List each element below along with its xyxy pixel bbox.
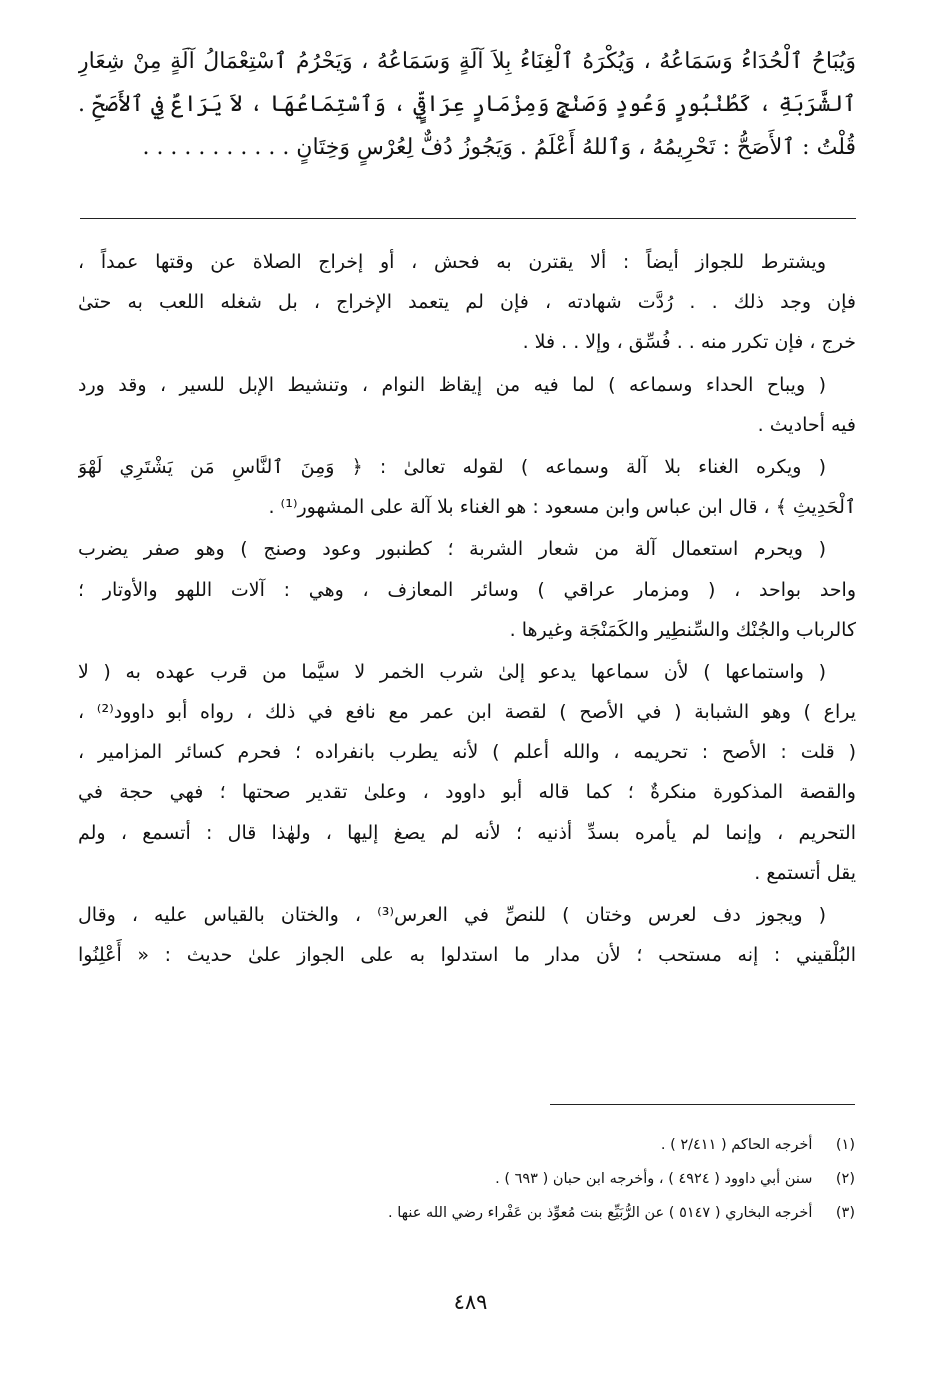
matn-line: ٱلشَّرَبَةِ ، كَطُنْبُورٍ وَعُودٍ وَصَنْجٍ وَمِزْمَارٍ عِرَاقِيٍّ ، وَٱسْتِمَاعُهَا ، لاَ يَرَاعٌ فِي ٱلأَصَحِّ . (78, 92, 856, 117)
footnote-number: (٣) (835, 1205, 855, 1221)
commentary-line: ( ويحرم استعمال آلة من شعار الشربة ؛ كطنبور وعود وصنج ) وهو صفر يضرب (78, 538, 826, 561)
commentary-paragraph (78, 895, 856, 975)
commentary-line: يراع ) وهو الشبابة ( في الأصح ) لقصة ابن عمر مع نافع في ذلك ، رواه أبو داوود⁽²⁾ ، (78, 701, 856, 724)
commentary-line: كالرباب والجُنْك والسِّنطِير والكَمَنْجَة وغيرها . (509, 618, 856, 641)
commentary-line: ( ويباح الحداء وسماعه ) لما فيه من إيقاظ النوام ، وتنشيط الإبل للسير ، وقد ورد (78, 373, 826, 396)
footnote-number: (١) (835, 1137, 855, 1153)
commentary-line: البُلْقيني : إنه مستحب ؛ لأن مدار ما استدلوا به على الجواز علىٰ حديث : « أَعْلِنُوا (78, 944, 856, 967)
commentary-line: فإن وجد ذلك . . رُدَّت شهادته ، فإن لم يتعمد الإخراج ، بل شغله اللعب به حتىٰ (78, 291, 856, 314)
commentary-paragraph (78, 242, 856, 363)
footnote (155, 1162, 855, 1196)
commentary-line: واحد بواحد ، ( ومزمار عراقي ) وسائر المعازف ، وهي : آلات اللهو والأوتار ؛ (78, 578, 856, 601)
matn-text (78, 40, 856, 169)
commentary-line: ( واستماعها ) لأن سماعها يدعو إلىٰ شرب الخمر لا سيَّما من قرب عهده به ( لا (78, 660, 826, 683)
commentary-line: خرج ، فإن تكرر منه . . فُسِّق ، وإلا . . فلا . (522, 331, 856, 354)
commentary-line: ( ويجوز دف لعرس وختان ) للنصِّ في العرس⁽³⁾ ، والختان بالقياس عليه ، وقال (78, 904, 826, 926)
matn-line: قُلْتُ : ٱلأَصَحُّ : تَحْرِيمُهُ ، وَٱللهُ أَعْلَمُ . وَيَجُوزُ دُفٌّ لِعُرْسٍ وَخِتَانٍ . . . . . . . . . . . (142, 135, 856, 160)
commentary-paragraph (78, 652, 856, 893)
matn-line: وَيُبَاحُ ٱلْحُدَاءُ وَسَمَاعُهُ ، وَيُكْرَهُ ٱلْغِنَاءُ بِلاَ آلَةٍ وَسَمَاعُهُ ، وَيَحْرُمُ ٱسْتِعْمَالُ آلَةٍ مِنْ شِعَارِ (78, 49, 856, 74)
footnote (155, 1196, 855, 1230)
footnote-text: أخرجه الحاكم ( ٢/٤١١ ) . (660, 1137, 813, 1153)
footnote-divider (550, 1104, 855, 1105)
commentary-line: يقل أتستمع . (754, 861, 856, 884)
commentary-line: فيه أحاديث . (757, 413, 856, 436)
commentary-line: التحريم ، وإنما لم يأمره بسدِّ أذنيه ؛ لأنه لم يصغ إليها ، ولهٰذا قال : أتسمع ، ولم (78, 821, 856, 844)
commentary-paragraph (78, 447, 856, 527)
matn-divider (80, 218, 856, 219)
commentary-line: والقصة المذكورة منكرةٌ ؛ كما قاله أبو داوود ، وعلىٰ تقدير صحتها ؛ فهي حجة في (78, 781, 856, 804)
commentary-paragraph (78, 365, 856, 445)
footnotes (155, 1128, 855, 1230)
commentary-text (78, 242, 856, 977)
commentary-line: ( قلت : الأصح : تحريمه ، والله أعلم ) لأنه يطرب بانفراده ؛ فحرم كسائر المزامير ، (78, 741, 856, 764)
footnote-number: (٢) (835, 1171, 855, 1187)
page-number: ٤٨٩ (453, 1290, 488, 1314)
commentary-line: ويشترط للجواز أيضاً : ألا يقترن به فحش ، أو إخراج الصلاة عن وقتها عمداً ، (78, 251, 826, 273)
commentary-paragraph (78, 529, 856, 650)
footnote (155, 1128, 855, 1162)
footnote-text: أخرجه البخاري ( ٥١٤٧ ) عن الرُّبَيِّع بنت مُعوِّذ بن عَفْراء رضي الله عنها . (388, 1205, 813, 1221)
footnote-text: سنن أبي داوود ( ٤٩٢٤ ) ، وأخرجه ابن حبان ( ٦٩٣ ) . (495, 1171, 813, 1187)
commentary-line: ( ويكره الغناء بلا آلة وسماعه ) لقوله تعالىٰ : ﴿ وَمِنَ ٱلنَّاسِ مَن يَشْتَرِي لَهْوَ (78, 455, 826, 478)
commentary-line: ٱلْحَدِيثِ ﴾ ، قال ابن عباس وابن مسعود : هو الغناء بلا آلة على المشهور⁽¹⁾ . (268, 496, 856, 519)
